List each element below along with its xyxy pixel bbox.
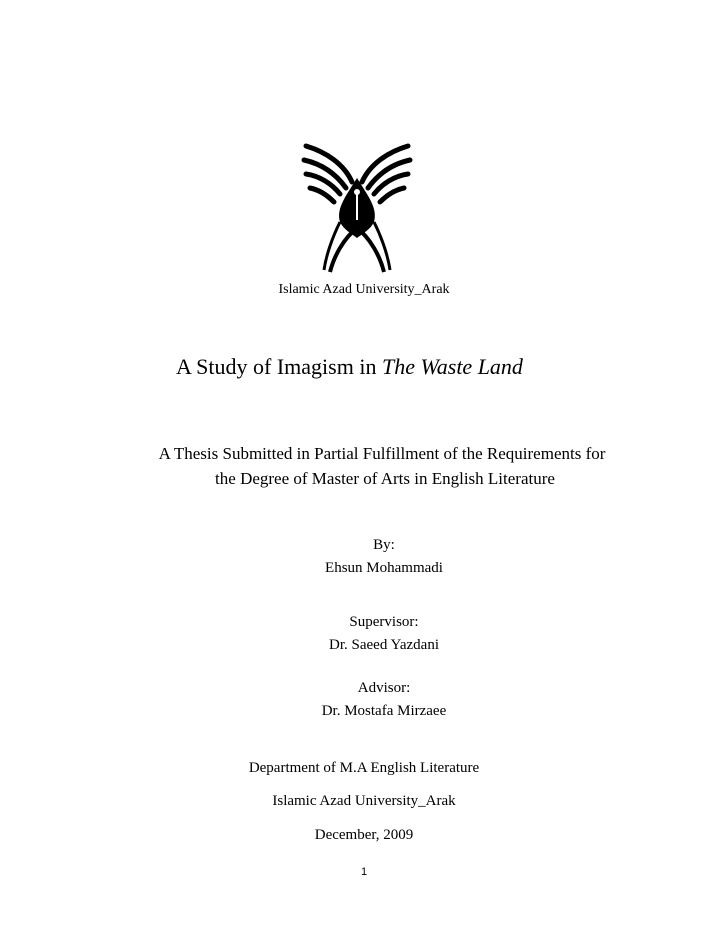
- supervisor-label: Supervisor:: [349, 614, 419, 630]
- department-name: Department of M.A English Literature: [248, 760, 480, 776]
- title-prefix: A Study of Imagism in: [176, 354, 382, 379]
- thesis-statement-line-1: A Thesis Submitted in Partial Fulfillment of the Requirements for: [158, 444, 606, 463]
- university-name-footer: Islamic Azad University_Arak: [272, 793, 456, 809]
- university-name-header: Islamic Azad University_Arak: [278, 282, 450, 297]
- thesis-title: [176, 354, 523, 380]
- author-name: Ehsun Mohammadi: [325, 560, 443, 576]
- author-label: By:: [373, 537, 395, 553]
- page-number: 1: [360, 866, 368, 878]
- advisor-name: Dr. Mostafa Mirzaee: [321, 703, 447, 719]
- supervisor-name: Dr. Saeed Yazdani: [329, 637, 439, 653]
- title-italic: The Waste Land: [381, 354, 523, 379]
- thesis-statement-line-2: the Degree of Master of Arts in English Literature: [215, 469, 555, 488]
- submission-date: December, 2009: [314, 827, 414, 843]
- advisor-label: Advisor:: [357, 680, 411, 696]
- university-emblem-icon: [296, 138, 418, 276]
